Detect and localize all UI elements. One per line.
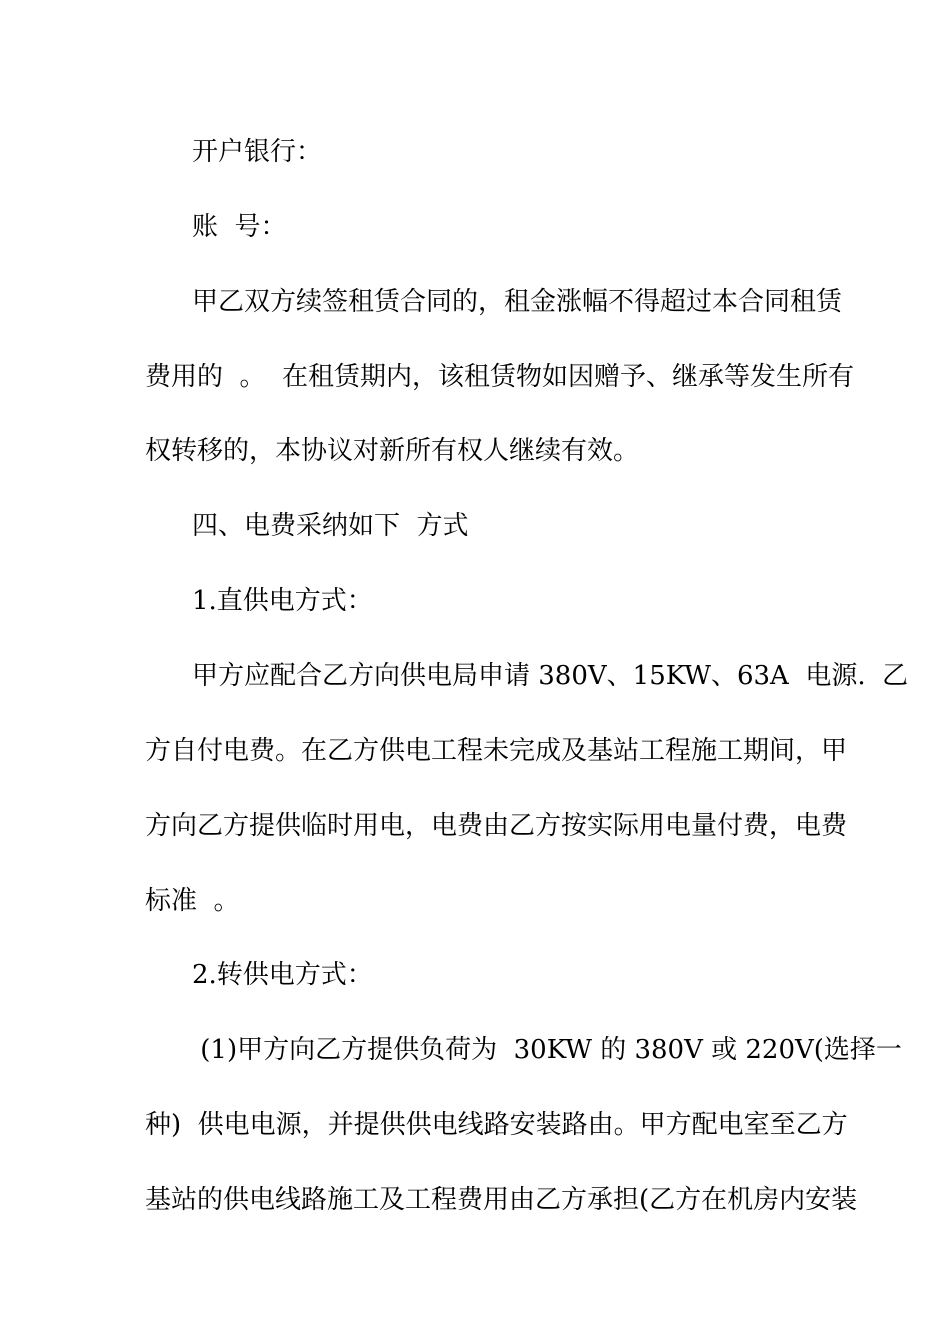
- bank-label: 开户银行：: [192, 137, 323, 167]
- paragraph-line: 甲方应配合乙方向供电局申请 380V、15KW、63A 电源. 乙: [192, 661, 909, 691]
- paragraph-line: 标准 。: [145, 886, 240, 916]
- paragraph-line: (1)甲方向乙方提供负荷为 30KW 的 380V 或 220V(选择一: [192, 1035, 902, 1065]
- paragraph-line: 甲乙双方续签租赁合同的，租金涨幅不得超过本合同租赁: [192, 287, 843, 317]
- paragraph-line: 权转移的，本协议对新所有权人继续有效。: [145, 436, 640, 466]
- section-heading: 四、电费采纳如下 方式: [192, 511, 469, 541]
- paragraph-line: 方向乙方提供临时用电，电费由乙方按实际用电量付费，电费: [145, 811, 848, 841]
- subsection-heading: 2.转供电方式：: [192, 960, 373, 990]
- paragraph-line: 方自付电费。在乙方供电工程未完成及基站工程施工期间，甲: [145, 736, 848, 766]
- paragraph-line: 种) 供电电源，并提供供电线路安装路由。甲方配电室至乙方: [145, 1110, 848, 1140]
- account-label: 账 号：: [192, 212, 287, 242]
- paragraph-line: 基站的供电线路施工及工程费用由乙方承担(乙方在机房内安装: [145, 1185, 858, 1215]
- paragraph-line: 费用的 。 在租赁期内，该租赁物如因赠予、继承等发生所有: [145, 362, 855, 392]
- subsection-heading: 1.直供电方式：: [192, 586, 373, 616]
